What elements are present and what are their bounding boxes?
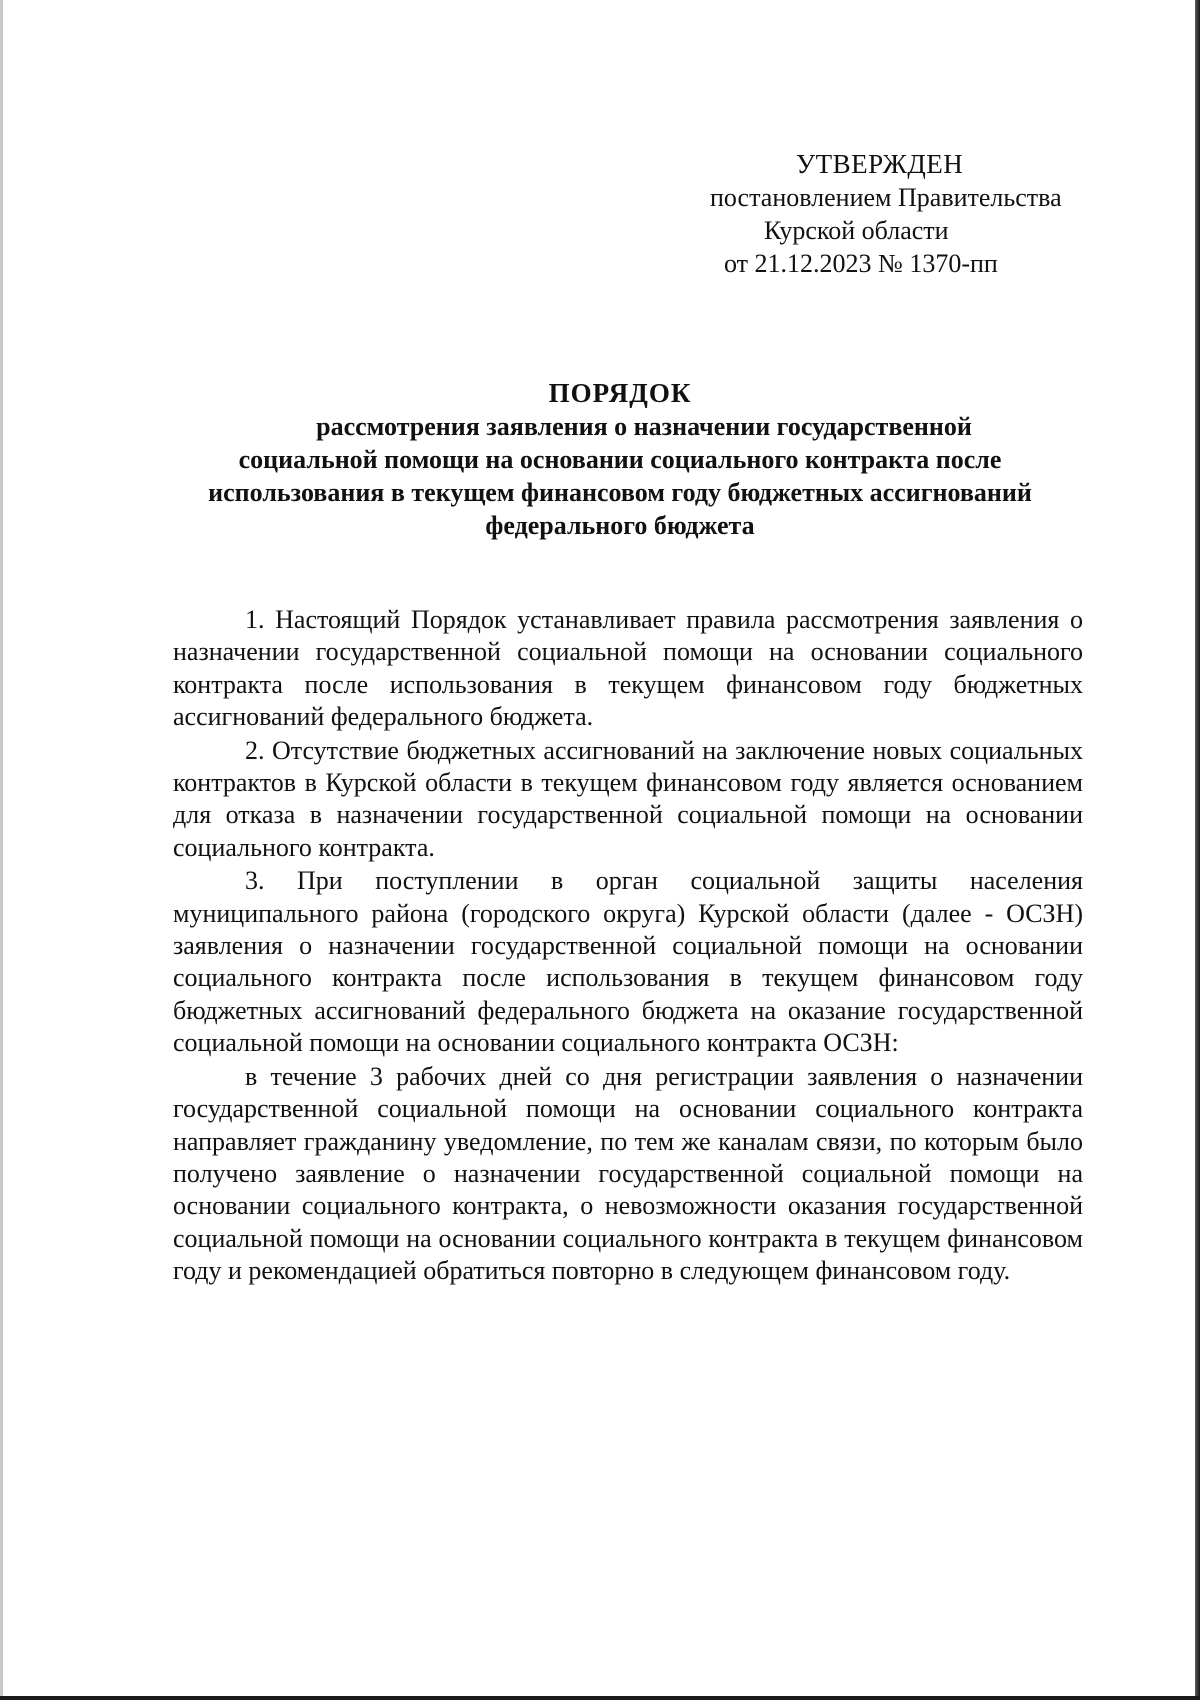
subtitle-line-3: использования в текущем финансовом году бюджетных ассигнований	[208, 478, 1032, 507]
paragraph-1: 1. Настоящий Порядок устанавливает правила рассмотрения заявления о назначении государственной социальной помощи на основании социального контракта после использования в текущем финансовом году бюджетных ассигнований федерального бюджета.	[173, 605, 1083, 732]
scan-edge-right	[1195, 0, 1200, 1700]
approval-line-2: Курской области	[764, 216, 949, 245]
subtitle-line-1: рассмотрения заявления о назначении государственной	[316, 412, 972, 441]
document-body	[173, 604, 1083, 1288]
approval-line-1: постановлением Правительства	[710, 183, 1062, 212]
document-title: ПОРЯДОК	[548, 378, 692, 408]
scan-edge-bottom	[0, 1696, 1200, 1700]
approval-block	[690, 148, 1110, 280]
subtitle-line-4: федерального бюджета	[485, 511, 755, 540]
subtitle-line-2: социальной помощи на основании социального контракта после	[238, 445, 1002, 474]
paragraph-4: в течение 3 рабочих дней со дня регистрации заявления о назначении государственной социальной помощи на основании социального контракта направляет гражданину уведомление, по тем же каналам связи, по которым было получено заявление о назначении государственной социальной помощи на основании социального контракта, о невозможности оказания государственной социальной помощи на основании социального контракта в текущем финансовом году и рекомендацией обратиться повторно в следующем финансовом году.	[173, 1061, 1083, 1286]
paragraph-3: 3. При поступлении в орган социальной защиты населения муниципального района (городского округа) Курской области (далее - ОСЗН) заявления о назначении государственной социальной помощи на основании социального контракта после использования в текущем финансовом году бюджетных ассигнований федерального бюджета на оказание государственной социальной помощи на основании социального контракта ОСЗН:	[173, 866, 1083, 1058]
approval-line-3: от 21.12.2023 № 1370-пп	[724, 249, 998, 278]
paragraph-2: 2. Отсутствие бюджетных ассигнований на заключение новых социальных контрактов в Курской области в текущем финансовом году является основанием для отказа в назначении государственной социальной помощи на основании социального контракта.	[173, 735, 1083, 862]
scan-edge-left	[0, 0, 3, 1700]
document-subtitle	[160, 410, 1080, 542]
approval-title: УТВЕРЖДЕН	[796, 149, 964, 179]
